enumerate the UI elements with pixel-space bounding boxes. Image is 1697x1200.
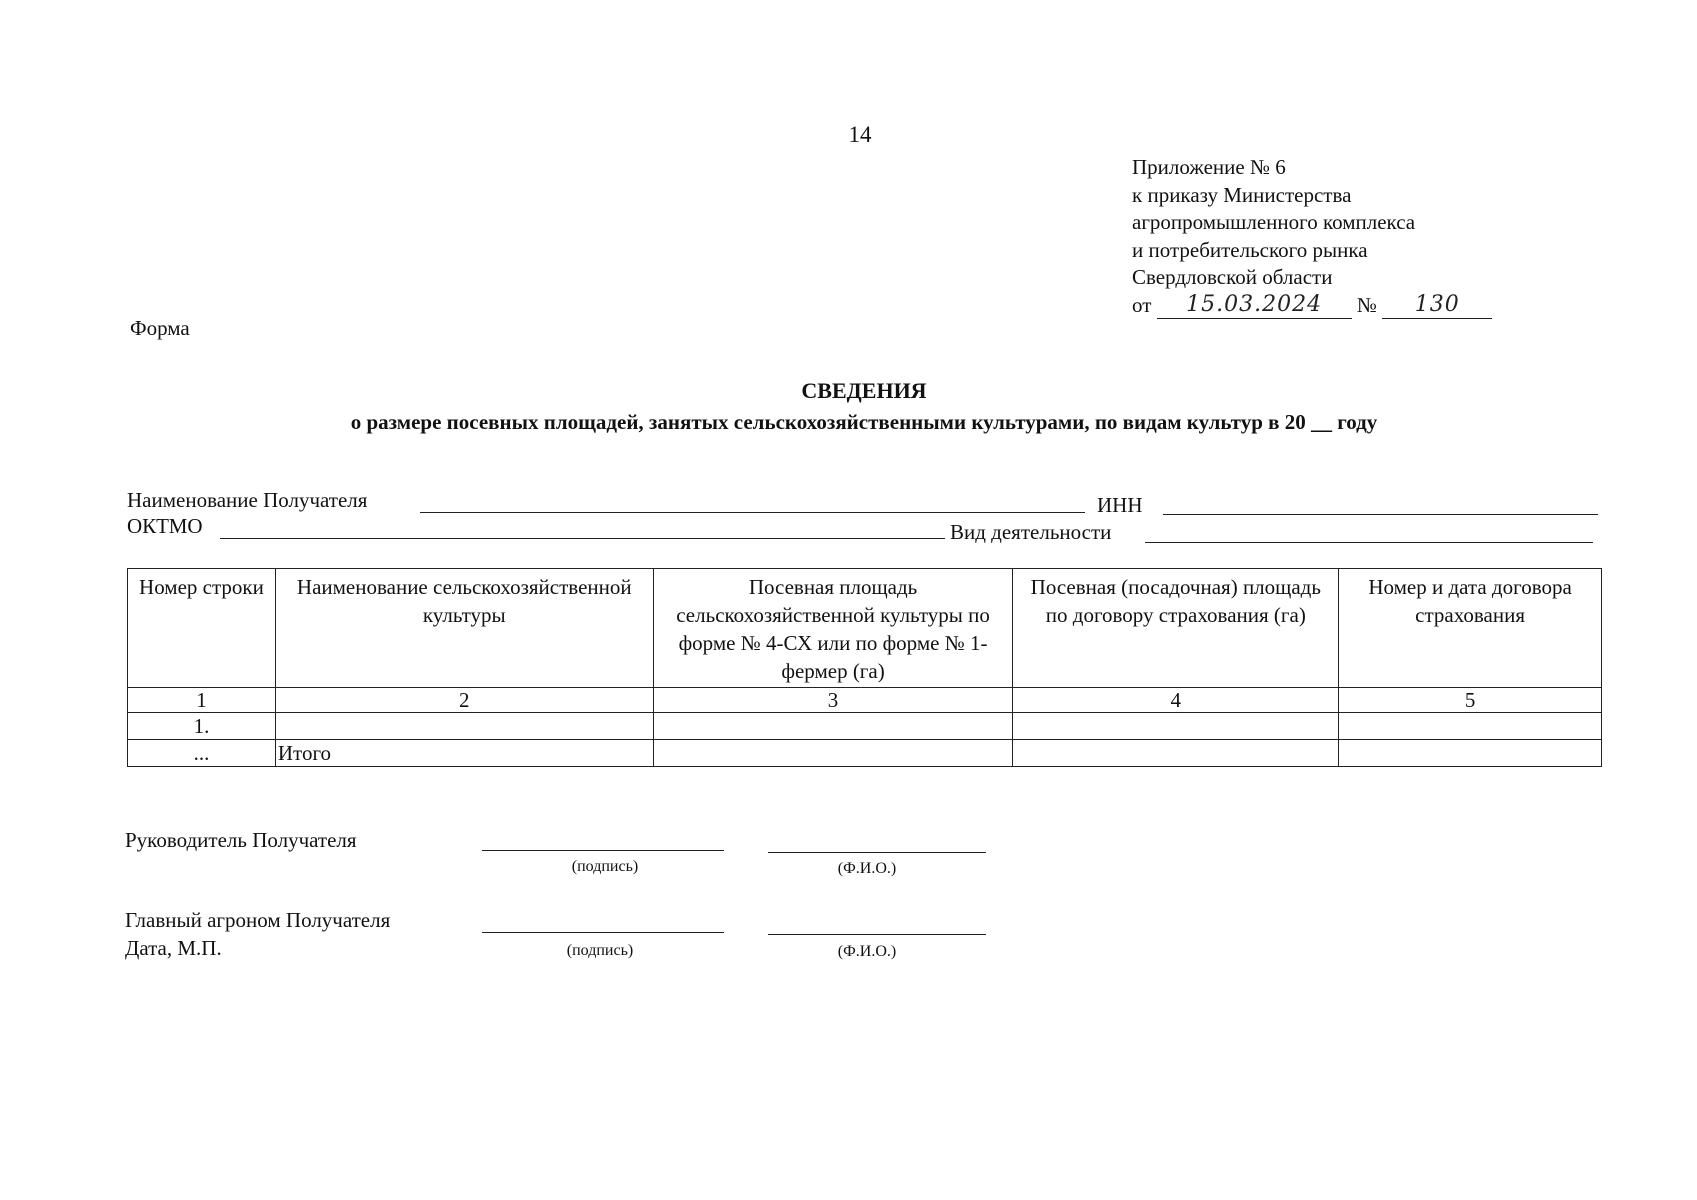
table-header-row	[128, 569, 1602, 688]
table-cell[interactable]	[275, 713, 653, 740]
head-of-recipient-label: Руководитель Получателя	[125, 828, 357, 852]
table-cell[interactable]	[1013, 713, 1339, 740]
column-number: 1	[128, 688, 276, 713]
appendix-line: Свердловской области	[1132, 265, 1333, 289]
table-cell[interactable]	[1339, 713, 1602, 740]
agronomist-label: Главный агроном Получателя	[125, 908, 391, 932]
date-prefix: от	[1132, 292, 1152, 317]
activity-line[interactable]	[1145, 542, 1593, 543]
document-subtitle: о размере посевных площадей, занятых сельскохозяйственными культурами, по видам культур в 20 __ году	[350, 410, 1378, 434]
appendix-line: Приложение № 6	[1132, 155, 1286, 179]
column-number: 4	[1013, 688, 1339, 713]
column-number: 3	[653, 688, 1013, 713]
inn-label: ИНН	[1097, 493, 1143, 517]
number-prefix: №	[1356, 292, 1377, 317]
recipient-name-label: Наименование Получателя	[127, 488, 368, 512]
header-contract: Номер и дата договора страхования	[1339, 569, 1602, 688]
table-cell: ...	[128, 740, 276, 767]
appendix-block	[1132, 154, 1492, 319]
signature-caption: (подпись)	[566, 942, 634, 959]
table-cell[interactable]	[1339, 740, 1602, 767]
recipient-name-line[interactable]	[420, 512, 1085, 513]
table-cell[interactable]	[1013, 740, 1339, 767]
agronomist-signature-line[interactable]	[482, 932, 724, 933]
column-numbers-row	[128, 688, 1602, 713]
header-insured-area: Посевная (посадочная) площадь по договору страхования (га)	[1013, 569, 1339, 688]
appendix-line: и потребительского рынка	[1132, 237, 1368, 262]
agronomist-name-line[interactable]	[768, 934, 986, 935]
table-cell[interactable]	[653, 740, 1013, 767]
table-cell[interactable]	[653, 713, 1013, 740]
appendix-line: к приказу Министерства	[1132, 182, 1352, 207]
column-number: 5	[1339, 688, 1602, 713]
name-caption: (Ф.И.О.)	[837, 860, 897, 877]
column-number: 2	[275, 688, 653, 713]
total-label-cell: Итого	[275, 740, 653, 767]
header-row-number: Номер строки	[128, 569, 276, 688]
document-title: СВЕДЕНИЯ	[801, 378, 927, 403]
order-number-handwritten: 130	[1382, 292, 1492, 319]
header-sown-area-form: Посевная площадь сельскохозяйственной культуры по форме № 4-СХ или по форме № 1-фермер (га)	[653, 569, 1013, 688]
order-date-handwritten: 15.03.2024	[1157, 292, 1352, 319]
order-date-number-line	[1132, 292, 1492, 320]
inn-line[interactable]	[1163, 514, 1598, 515]
oktmo-label: ОКТМО	[127, 514, 203, 538]
appendix-line: агропромышленного комплекса	[1132, 210, 1416, 234]
table-cell: 1.	[128, 713, 276, 740]
header-crop-name: Наименование сельскохозяйственной культуры	[275, 569, 653, 688]
oktmo-line[interactable]	[220, 538, 945, 539]
form-label: Форма	[130, 316, 190, 340]
page-number: 14	[848, 122, 872, 147]
date-stamp-label: Дата, М.П.	[125, 936, 222, 960]
name-caption: (Ф.И.О.)	[837, 943, 897, 960]
table-row-total	[128, 740, 1602, 767]
table-row	[128, 713, 1602, 740]
signature-caption: (подпись)	[571, 858, 639, 875]
crop-area-table	[127, 568, 1602, 767]
activity-label: Вид деятельности	[950, 520, 1112, 544]
head-signature-line[interactable]	[482, 850, 724, 851]
head-name-line[interactable]	[768, 852, 986, 853]
